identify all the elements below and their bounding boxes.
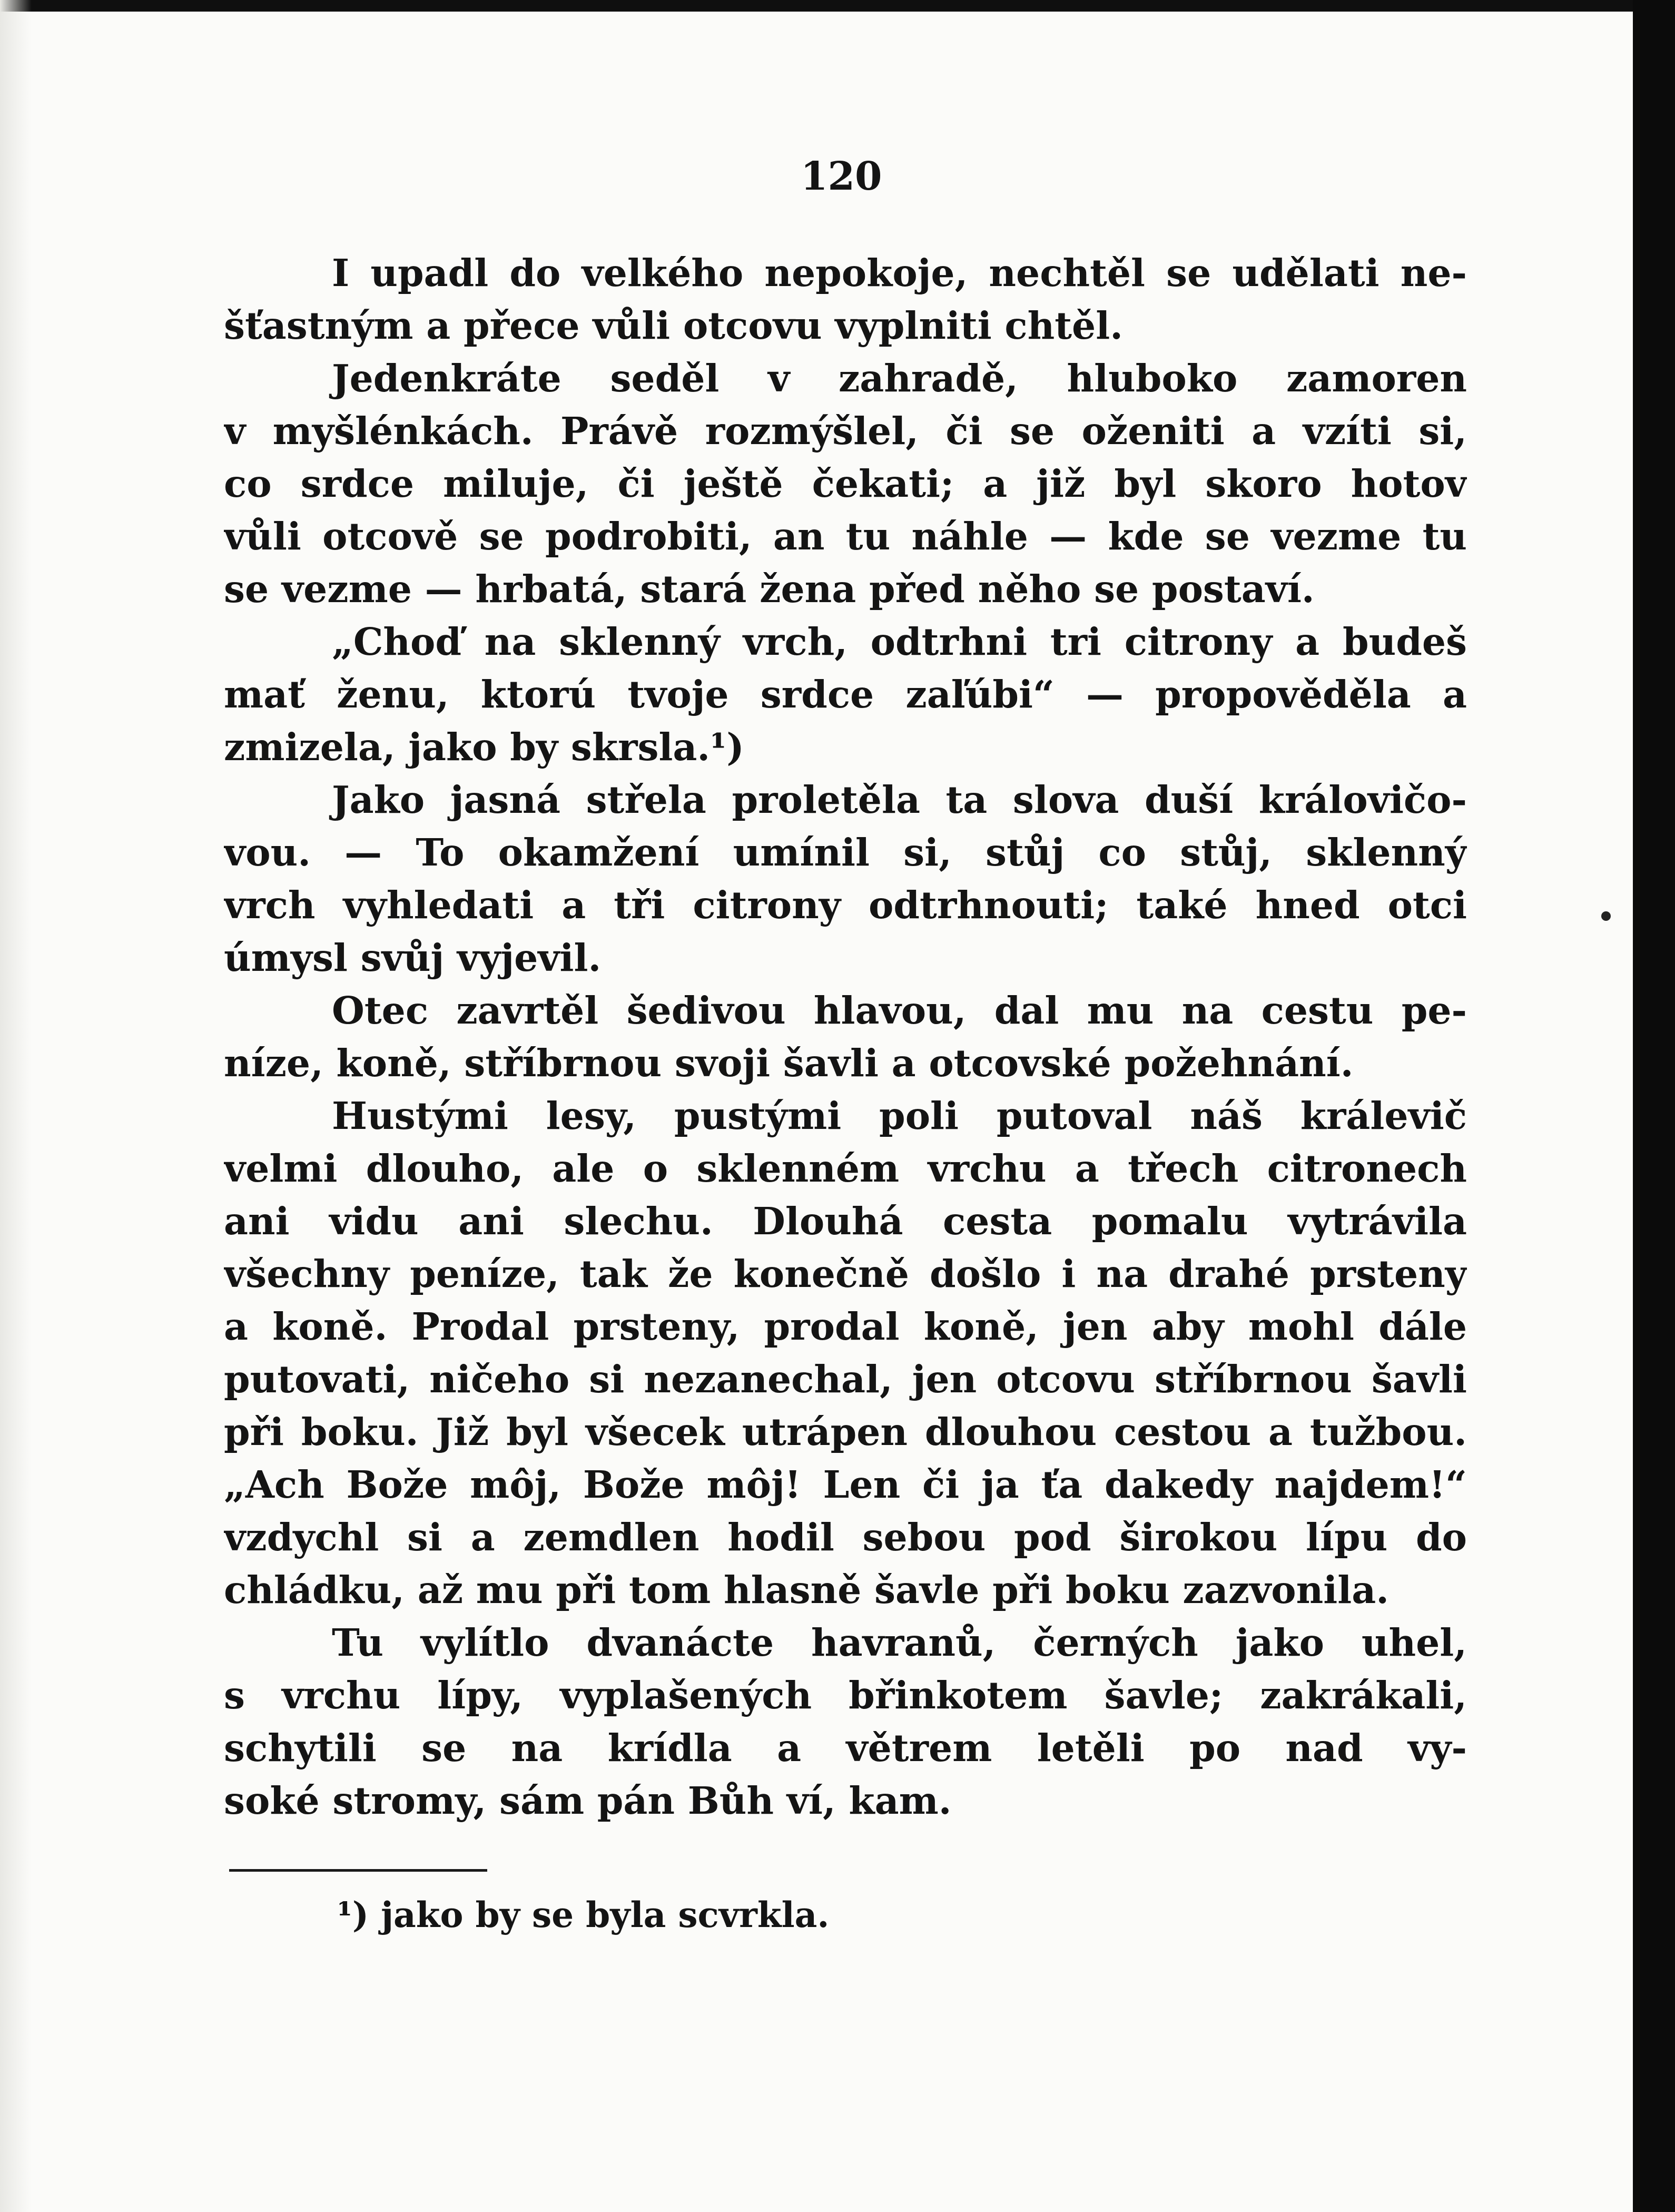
text-line: vůli otcově se podrobiti, an tu náhle — kde se vezme tu xyxy=(224,514,1467,558)
scan-left-shadow xyxy=(0,0,32,2212)
footnote: ¹) jako by se byla scvrkla. xyxy=(337,1894,830,1935)
text-line: Tu vylítlo dvanácte havranů, černých jako uhel, xyxy=(332,1620,1467,1665)
text-line: putovati, ničeho si nezanechal, jen otcovu stříbrnou šavli xyxy=(224,1357,1467,1401)
text-line: vrch vyhledati a tři citrony odtrhnouti; také hned otci xyxy=(224,883,1467,927)
text-line: v myšlénkách. Právě rozmýšlel, či se oženiti a vzíti si, xyxy=(224,409,1467,453)
text-line: „Choď na sklenný vrch, odtrhni tri citrony a budeš xyxy=(332,620,1467,664)
text-line: s vrchu lípy, vyplašených břinkotem šavle; zakrákali, xyxy=(224,1673,1467,1717)
text-line: vou. — To okamžení umínil si, stůj co stůj, sklenný xyxy=(224,830,1467,874)
text-line: velmi dlouho, ale o sklenném vrchu a třech citronech xyxy=(224,1146,1467,1191)
text-line: Jedenkráte seděl v zahradě, hluboko zamoren xyxy=(332,356,1467,400)
text-line: vzdychl si a zemdlen hodil sebou pod širokou lípu do xyxy=(224,1515,1467,1559)
text-line: I upadl do velkého nepokoje, nechtěl se udělati ne- xyxy=(332,251,1467,295)
text-line: a koně. Prodal prsteny, prodal koně, jen aby mohl dále xyxy=(224,1304,1467,1349)
text-line: Hustými lesy, pustými poli putoval náš králevič xyxy=(332,1094,1467,1138)
text-line: Otec zavrtěl šedivou hlavou, dal mu na cestu pe- xyxy=(332,988,1467,1033)
text-line: Jako jasná střela proletěla ta slova duší královičo- xyxy=(332,778,1467,822)
text-line: chládku, až mu při tom hlasně šavle při boku zazvonila. xyxy=(224,1568,1389,1612)
text-line: „Ach Bože môj, Bože môj! Len či ja ťa dakedy najdem!“ xyxy=(224,1462,1467,1507)
body-text xyxy=(224,247,1467,1827)
text-line: se vezme — hrbatá, stará žena před něho se postaví. xyxy=(224,567,1315,611)
text-line: úmysl svůj vyjevil. xyxy=(224,936,602,980)
text-line: při boku. Již byl všecek utrápen dlouhou cestou a tužbou. xyxy=(224,1410,1467,1454)
margin-speck xyxy=(1601,911,1611,921)
page-number: 120 xyxy=(801,154,882,199)
text-line: schytili se na krídla a větrem letěli po nad vy- xyxy=(224,1726,1467,1770)
text-line: šťastným a přece vůli otcovu vyplniti chtěl. xyxy=(224,303,1123,348)
text-line: soké stromy, sám pán Bůh ví, kam. xyxy=(224,1778,952,1823)
scan-top-edge xyxy=(0,0,1675,12)
text-line: všechny peníze, tak že konečně došlo i na drahé prsteny xyxy=(224,1252,1467,1296)
text-line: níze, koně, stříbrnou svoji šavli a otcovské požehnání. xyxy=(224,1041,1354,1085)
footnote-divider xyxy=(229,1869,487,1872)
text-line: zmizela, jako by skrsla.¹) xyxy=(224,725,744,769)
scan-right-edge xyxy=(1633,0,1675,2212)
text-line: ani vidu ani slechu. Dlouhá cesta pomalu vytrávila xyxy=(224,1199,1467,1243)
text-line: mať ženu, ktorú tvoje srdce zaľúbi“ — propověděla a xyxy=(224,672,1467,716)
text-line: co srdce miluje, či ještě čekati; a již byl skoro hotov xyxy=(224,461,1467,506)
